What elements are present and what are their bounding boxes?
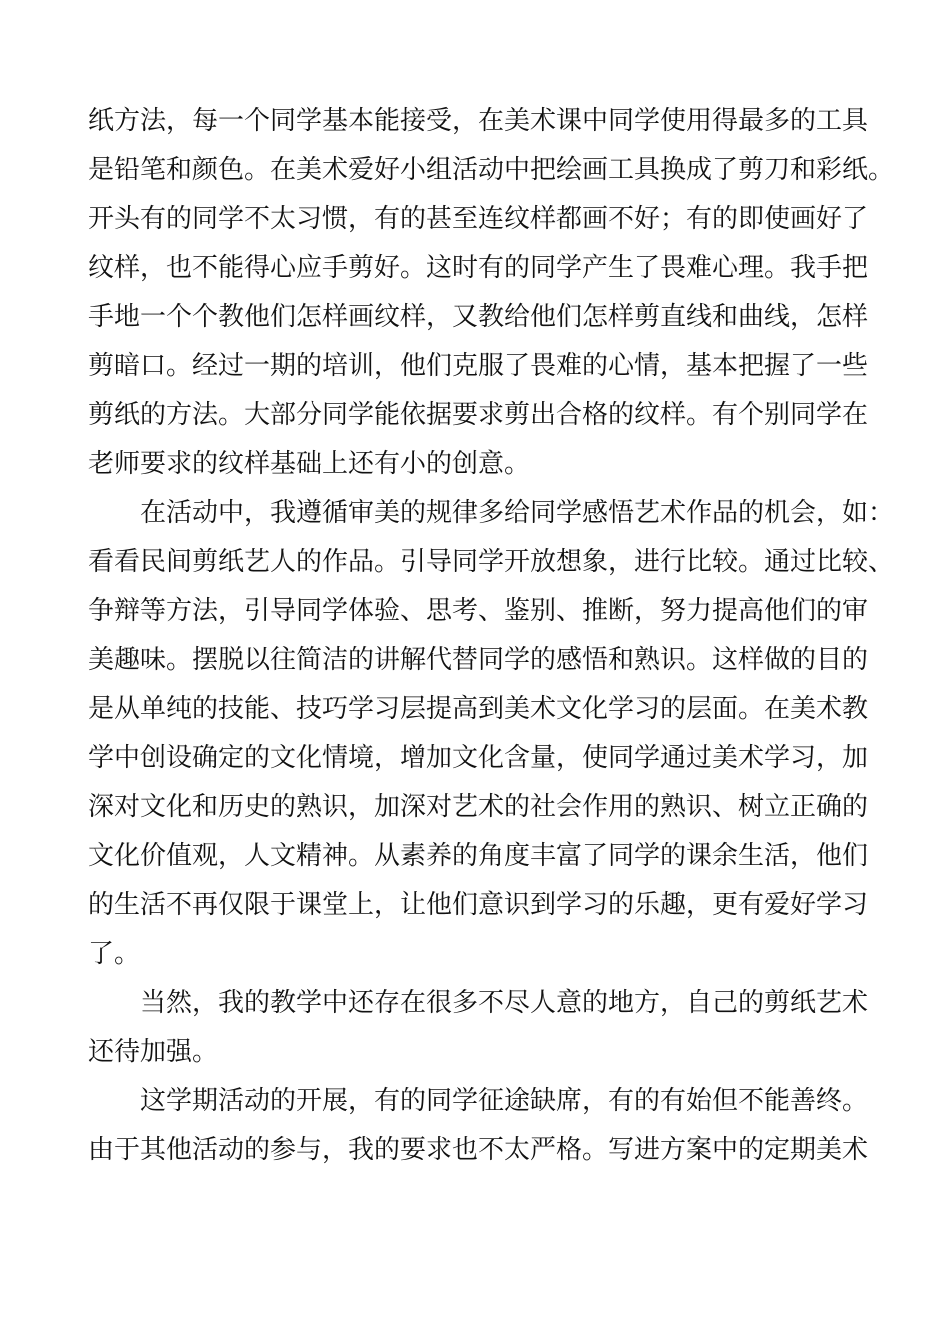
text-line: 文化价值观，人文精神。从素养的角度丰富了同学的课余生活，他们 xyxy=(88,841,869,871)
text-line: 是铅笔和颜色。在美术爱好小组活动中把绘画工具换成了剪刀和彩纸。 xyxy=(88,155,895,185)
text-line: 纸方法，每一个同学基本能接受，在美术课中同学使用得最多的工具 xyxy=(88,106,869,136)
paragraph-4 xyxy=(88,1077,888,1175)
text-line-first: 在活动中，我遵循审美的规律多给同学感悟艺术作品的机会，如： xyxy=(140,498,895,528)
text-line: 看看民间剪纸艺人的作品。引导同学开放想象，进行比较。通过比较、 xyxy=(88,547,895,577)
text-line: 争辩等方法，引导同学体验、思考、鉴别、推断，努力提高他们的审 xyxy=(88,596,869,626)
document-body xyxy=(88,97,895,1175)
text-line: 剪纸的方法。大部分同学能依据要求剪出合格的纹样。有个别同学在 xyxy=(88,400,869,430)
text-line: 老师要求的纹样基础上还有小的创意。 xyxy=(88,449,531,479)
text-line-first: 当然，我的教学中还存在很多不尽人意的地方，自己的剪纸艺术 xyxy=(140,988,869,1018)
paragraph-1-continued xyxy=(88,97,895,489)
paragraph-2 xyxy=(88,489,895,979)
text-line: 开头有的同学不太习惯，有的甚至连纹样都画不好；有的即使画好了 xyxy=(88,204,869,234)
text-line: 美趣味。摆脱以往简洁的讲解代替同学的感悟和熟识。这样做的目的 xyxy=(88,645,869,675)
text-line: 剪暗口。经过一期的培训，他们克服了畏难的心情，基本把握了一些 xyxy=(88,351,869,381)
paragraph-3 xyxy=(88,979,888,1077)
text-line: 的生活不再仅限于课堂上，让他们意识到学习的乐趣，更有爱好学习 xyxy=(88,890,869,920)
text-line-first: 这学期活动的开展，有的同学征途缺席，有的有始但不能善终。 xyxy=(140,1086,869,1116)
text-line: 由于其他活动的参与，我的要求也不太严格。写进方案中的定期美术 xyxy=(88,1135,869,1165)
text-line: 深对文化和历史的熟识，加深对艺术的社会作用的熟识、树立正确的 xyxy=(88,792,869,822)
text-line: 手地一个个教他们怎样画纹样，又教给他们怎样剪直线和曲线，怎样 xyxy=(88,302,869,332)
text-line: 学中创设确定的文化情境，增加文化含量，使同学通过美术学习，加 xyxy=(88,743,869,773)
text-line: 是从单纯的技能、技巧学习层提高到美术文化学习的层面。在美术教 xyxy=(88,694,869,724)
text-line: 了。 xyxy=(88,939,141,969)
text-line: 还待加强。 xyxy=(88,1037,219,1067)
text-line: 纹样，也不能得心应手剪好。这时有的同学产生了畏难心理。我手把 xyxy=(88,253,869,283)
